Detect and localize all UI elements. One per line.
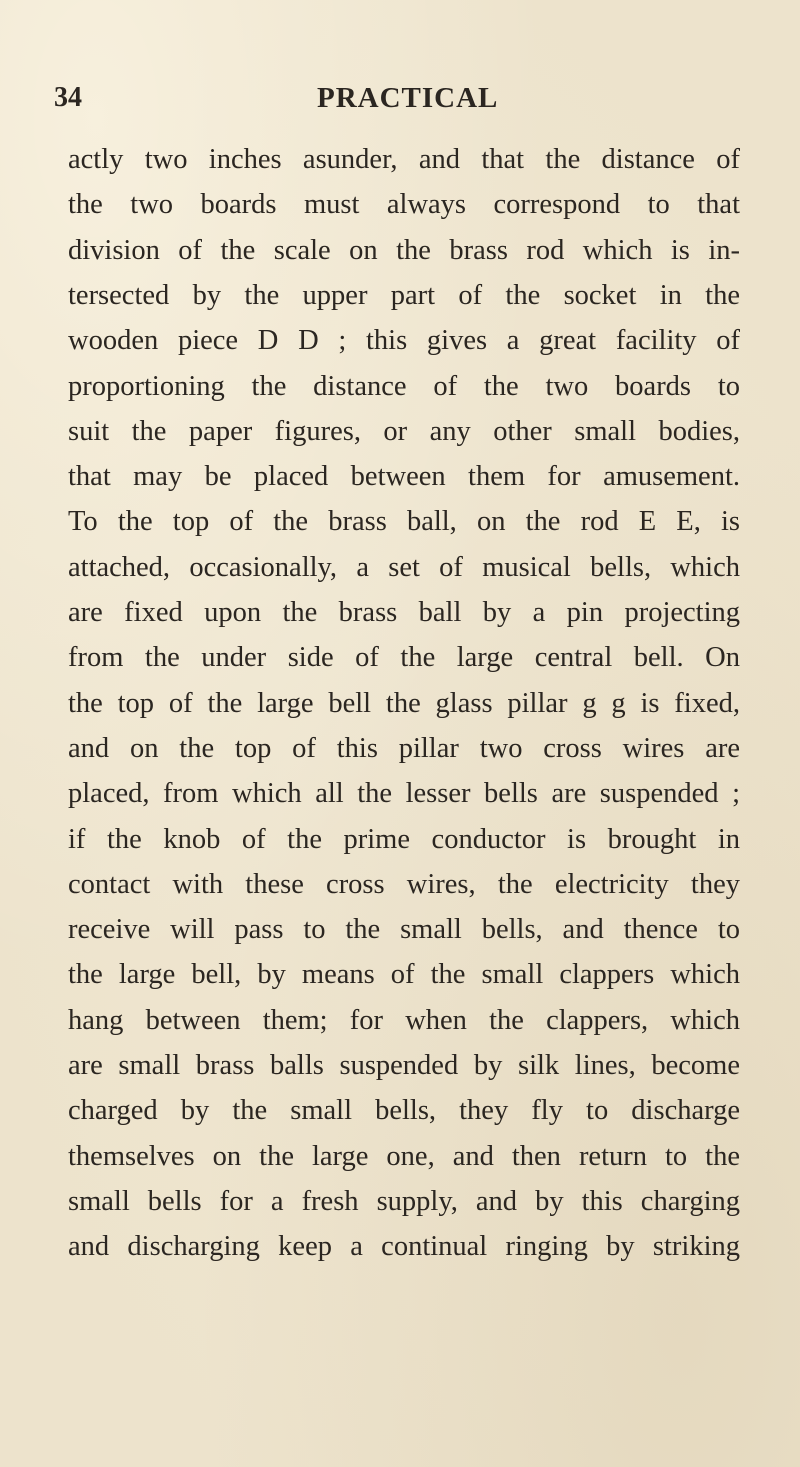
text-line: and discharging keep a continual ringing by striking xyxy=(68,1231,740,1263)
text-line: from the under side of the large central bell. On xyxy=(68,642,740,674)
text-line: themselves on the large one, and then return to the xyxy=(68,1140,740,1172)
text-line: placed, from which all the lesser bells are suspended ; xyxy=(68,778,740,810)
text-line: are fixed upon the brass ball by a pin projecting xyxy=(68,597,740,628)
text-line: suit the paper figures, or any other small bodies, xyxy=(68,415,740,447)
text-line: actly two inches asunder, and that the distance of xyxy=(68,144,740,175)
page-number: 34 xyxy=(54,82,82,113)
text-line: tersected by the upper part of the socket in the xyxy=(68,279,740,311)
text-line: are small brass balls suspended by silk lines, become xyxy=(68,1050,740,1081)
text-line: receive will pass to the small bells, and thence to xyxy=(68,914,740,946)
text-line: that may be placed between them for amusement. xyxy=(68,461,740,493)
text-line: contact with these cross wires, the electricity they xyxy=(68,868,740,900)
text-line: the top of the large bell the glass pillar g g is fixed, xyxy=(68,687,740,719)
text-line: charged by the small bells, they fly to discharge xyxy=(68,1095,740,1127)
text-line: small bells for a fresh supply, and by this charging xyxy=(68,1185,740,1217)
text-line: the large bell, by means of the small clappers which xyxy=(68,959,740,991)
text-line: hang between them; for when the clappers, which xyxy=(68,1004,740,1036)
text-line: wooden piece D D ; this gives a great facility of xyxy=(68,325,740,357)
text-line: To the top of the brass ball, on the rod E E, is xyxy=(68,506,740,538)
text-line: division of the scale on the brass rod which is in- xyxy=(68,234,740,266)
text-line: attached, occasionally, a set of musical bells, which xyxy=(68,551,740,583)
page-header xyxy=(54,82,744,122)
text-line: if the knob of the prime conductor is brought in xyxy=(68,823,740,855)
text-line: the two boards must always correspond to that xyxy=(68,189,740,221)
text-line: and on the top of this pillar two cross wires are xyxy=(68,732,740,764)
text-line: proportioning the distance of the two boards to xyxy=(68,370,740,402)
running-head: PRACTICAL xyxy=(317,82,499,114)
